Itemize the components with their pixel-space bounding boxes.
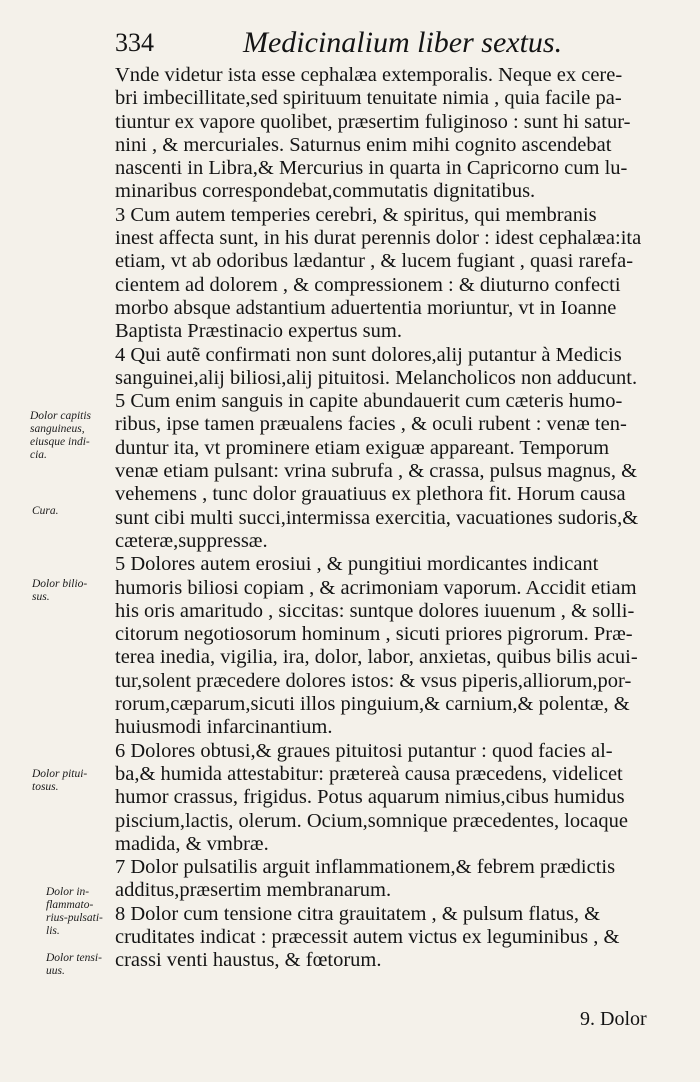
margin-note-line: Dolor pitui-: [32, 768, 88, 780]
text-line: 5 Dolores autem erosiui , & pungitiui mordicantes indicant: [115, 553, 599, 576]
text-line: cæteræ,suppressæ.: [115, 529, 268, 552]
text-line: tiuntur ex vapore quolibet, præsertim fuliginoso : sunt hi satur-: [115, 110, 631, 133]
text-line: his oris amaritudo , siccitas: suntque dolores iuuenum , & solli-: [115, 599, 635, 622]
text-line: venæ etiam pulsant: vrina subrufa , & crassa, pulsus magnus, &: [115, 460, 638, 483]
text-line: 5 Cum enim sanguis in capite abundauerit cum cæteris humo-: [115, 390, 623, 413]
text-line: terea inedia, vigilia, ira, dolor, labor, anxietas, quibus bilis acui-: [115, 646, 638, 669]
margin-note: [30, 410, 91, 462]
margin-note-line: flammato-: [46, 899, 94, 911]
margin-note: [32, 768, 87, 794]
margin-note: [32, 505, 59, 518]
text-line: huiusmodi infarcinantium.: [115, 716, 333, 739]
text-line: citorum negotiosorum hominum , sicuti priores pigrorum. Præ-: [115, 623, 633, 646]
page-header: [115, 26, 565, 66]
text-line: cruditates indicat : præcessit autem victus ex leguminibus , &: [115, 925, 620, 948]
text-line: tur,solent præcedere dolores istos: & vsus piperis,alliorum,por-: [115, 669, 632, 692]
main-text: [115, 64, 675, 973]
text-line: minaribus correspondebat,commutatis dignitatibus.: [115, 180, 536, 203]
text-line: 6 Dolores obtusi,& graues pituitosi putantur : quod facies al-: [115, 739, 613, 762]
margin-note: [32, 578, 87, 604]
margin-note-line: lis.: [46, 925, 60, 937]
margin-note-line: sus.: [32, 591, 50, 603]
text-line: duntur ita, vt prominere etiam exiguæ appareant. Temporum: [115, 436, 610, 459]
text-line: 8 Dolor cum tensione citra grauitatem , & pulsum flatus, &: [115, 902, 601, 925]
text-line: Baptista Præstinacio expertus sum.: [115, 320, 402, 343]
margin-notes: [0, 0, 115, 1082]
text-line: Vnde videtur ista esse cephalæa extemporalis. Neque ex cere-: [115, 64, 623, 86]
margin-note-line: Cura.: [32, 505, 59, 517]
margin-note-line: sanguineus,: [30, 423, 85, 435]
text-line: nascenti in Libra,& Mercurius in quarta in Capricorno cum lu-: [115, 157, 628, 180]
text-line: madida, & vmbræ.: [115, 832, 269, 855]
margin-note-line: rius-pulsati-: [46, 912, 103, 924]
margin-note-line: eiusque indi-: [30, 436, 90, 448]
text-line: piscium,lactis, olerum. Ocium,somnique præcedentes, locaque: [115, 809, 628, 832]
margin-note-line: Dolor capitis: [30, 410, 92, 422]
text-line: 3 Cum autem temperies cerebri, & spiritus, qui membranis: [115, 203, 597, 226]
text-line: humoris biliosi copiam , & acrimoniam vaporum. Accidit etiam: [115, 576, 637, 599]
running-title: Medicinalium liber sextus.: [243, 26, 563, 59]
margin-note-line: Dolor tensi-: [46, 952, 102, 964]
text-line: sunt cibi multi succi,intermissa exercitia, vacuationes sudoris,&: [115, 506, 639, 529]
margin-note: [46, 886, 103, 938]
text-line: 4 Qui autẽ confirmati non sunt dolores,alij putantur à Medicis: [115, 343, 622, 366]
margin-note-line: uus.: [46, 965, 65, 977]
text-line: nini , & mercuriales. Saturnus enim mihi cognito ascendebat: [115, 133, 612, 156]
text-line: rorum,cæparum,sicuti illos pinguium,& carnium,& polentæ, &: [115, 693, 630, 716]
catchword: 9. Dolor: [580, 1008, 647, 1030]
margin-note: [46, 952, 102, 978]
text-line: ribus, ipse tamen præualens facies , & oculi rubent : venæ ten-: [115, 413, 627, 436]
text-line: morbo absque adstantium aduertentia moriuntur, vt in Ioanne: [115, 296, 617, 319]
text-line: inest affecta sunt, in his durat perennis dolor : idest cephalæa:ita: [115, 227, 642, 250]
text-line: cientem ad dolorem , & compressionem : & diuturno confecti: [115, 273, 621, 296]
text-line: 7 Dolor pulsatilis arguit inflammationem,& febrem prædictis: [115, 856, 616, 879]
text-line: crassi venti haustus, & fœtorum.: [115, 949, 382, 972]
text-line: additus,præsertim membranarum.: [115, 879, 392, 902]
text-line: humor crassus, frigidus. Potus aquarum nimius,cibus humidus: [115, 786, 625, 809]
text-line: sanguinei,alij biliosi,alij pituitosi. Melancholicos non adducunt.: [115, 366, 638, 389]
text-line: bri imbecillitate,sed spirituum tenuitate nimia , quia facile pa-: [115, 87, 622, 110]
text-line: etiam, vt ab odoribus lædantur , & lucem fugiant , quasi rarefa-: [115, 250, 634, 273]
margin-note-line: cia.: [30, 449, 47, 461]
margin-note-line: Dolor in-: [46, 886, 90, 898]
margin-note-line: tosus.: [32, 781, 59, 793]
page-number: 334: [115, 28, 154, 57]
text-line: vehemens , tunc dolor grauatiuus ex plethora fit. Horum causa: [115, 483, 626, 506]
text-line: ba,& humida attestabitur: prætereà causa præcedens, videlicet: [115, 762, 623, 785]
margin-note-line: Dolor bilio-: [32, 578, 88, 590]
